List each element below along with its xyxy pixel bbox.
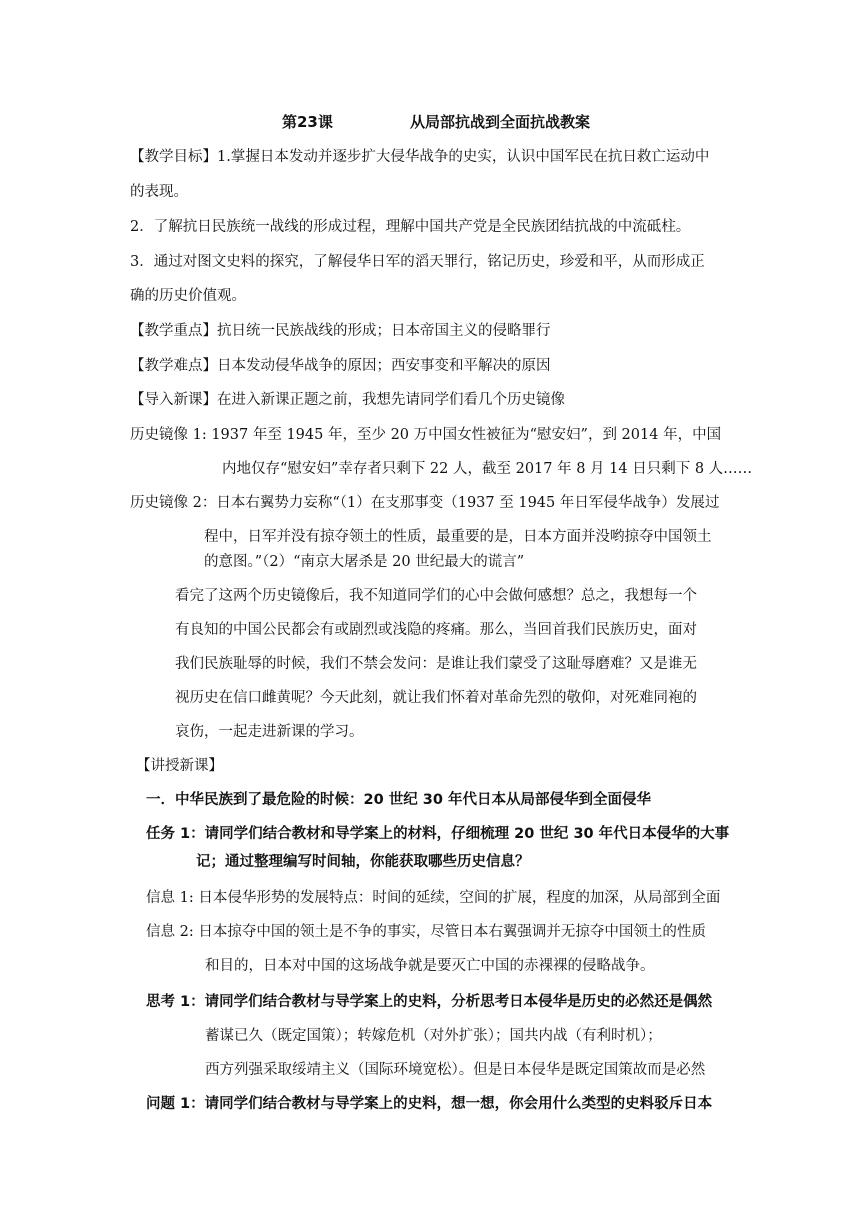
mirror-1: 历史镜像 1: 1937 年至 1945 年，至少 20 万中国女性被征为“慰安妇”，到 2014 年，中国 [130,427,722,443]
lesson-title: 从局部抗战到全面抗战教案 [410,113,591,131]
mirror-2-cont-1: 程中，日军并没有掠夺领土的性质，最重要的是，日本方面并没哟掠夺中国领土 [204,529,712,545]
intro-text: 在进入新课正题之前，我想先请同学们看几个历史镜像 [217,392,565,408]
objectives-label: 【教学目标】 [130,149,217,165]
info-2-cont: 和目的，日本对中国的这场战争就是要灭亡中国的赤裸裸的侵略战争。 [205,958,655,974]
reflection-3: 我们民族耻辱的时候，我们不禁会发问：是谁让我们蒙受了这耻辱磨难？又是谁无 [175,656,697,672]
info-1: 信息 1: 日本侵华形势的发展特点：时间的延续，空间的扩展，程度的加深，从局部到全面 [146,890,721,906]
objective-1: 1.掌握日本发动并逐步扩大侵华战争的史实，认识中国军民在抗日救亡运动中 [217,149,710,165]
think-1-answer-2: 西方列强采取绥靖主义（国际环境宽松）。但是日本侵华是既定国策故而是必然 [205,1062,706,1078]
think-1: 思考 1：请同学们结合教材与导学案上的史料，分析思考日本侵华是历史的必然还是偶然 [146,994,713,1010]
mirror-1-cont: 内地仅存“慰安妇”幸存者只剩下 22 人，截至 2017 年 8 月 14 日只剩下 8 人…… [222,461,753,477]
objective-2: 2．了解抗日民族统一战线的形成过程，理解中国共产党是全民族团结抗战的中流砥柱。 [130,219,691,235]
lesson-number: 第23课 [282,113,333,131]
focus-label: 【教学重点】 [130,323,217,339]
reflection-4: 视历史在信口雌黄呢？今天此刻，就让我们怀着对革命先烈的敬仰，对死难同袍的 [175,690,697,706]
objective-3: 3．通过对图文史料的探究，了解侵华日军的滔天罪行，铭记历史，珍爱和平，从而形成正 [130,254,705,270]
section-1-heading: 一．中华民族到了最危险的时候：20 世纪 30 年代日本从局部侵华到全面侵华 [146,792,651,808]
focus-text: 抗日统一民族战线的形成；日本帝国主义的侵略罪行 [217,323,551,339]
info-2: 信息 2: 日本掠夺中国的领土是不争的事实，尽管日本右翼强调并无掠夺中国领土的性质 [146,924,706,940]
reflection-1: 看完了这两个历史镜像后，我不知道同学们的心中会做何感想？总之，我想每一个 [175,588,697,604]
focus-line [130,321,551,341]
lecture-label: 【讲授新课】 [136,758,223,774]
difficulty-text: 日本发动侵华战争的原因；西安事变和平解决的原因 [217,358,551,374]
difficulty-line [130,356,551,376]
reflection-2: 有良知的中国公民都会有或剧烈或浅隐的疼痛。那么，当回首我们民族历史，面对 [175,622,697,638]
objective-1-cont: 的表现。 [130,184,188,200]
intro-label: 【导入新课】 [130,392,217,408]
mirror-2: 历史镜像 2：日本右翼势力妄称“（1）在支那事变（1937 至 1945 年日军侵华战争）发展过 [130,495,720,511]
task-1: 任务 1：请同学们结合教材和导学案上的材料，仔细梳理 20 世纪 30 年代日本侵华的大事 [146,826,730,842]
difficulty-label: 【教学难点】 [130,358,217,374]
mirror-2-cont-2: 的意图。”（2）“南京大屠杀是 20 世纪最大的谎言” [204,554,525,570]
think-1-answer-1: 蓄谋已久（既定国策）；转嫁危机（对外扩张）；国共内战（有利时机）； [205,1028,662,1044]
reflection-5: 哀伤，一起走进新课的学习。 [175,724,364,740]
intro-line [130,390,565,410]
objectives-line-1 [130,147,709,167]
task-1-cont: 记；通过整理编写时间轴，你能获取哪些历史信息？ [196,854,530,870]
question-1: 问题 1：请同学们结合教材与导学案上的史料，想一想，你会用什么类型的史料驳斥日本 [146,1096,713,1112]
objective-3-cont: 确的历史价值观。 [130,288,246,304]
